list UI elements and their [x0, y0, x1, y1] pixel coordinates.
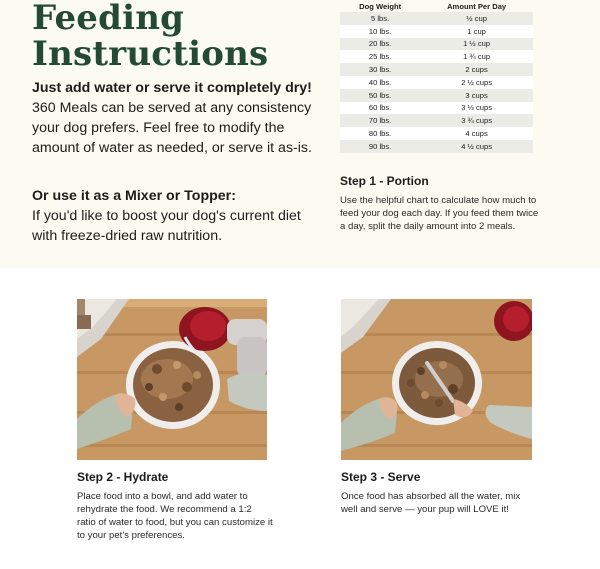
amount-cell: 4 ½ cups [461, 141, 493, 151]
amount-cell: 1 ½ cup [463, 39, 491, 49]
weight-cell: 80 lbs. [368, 129, 392, 139]
intro-heading: Just add water or serve it completely dry! [32, 80, 312, 96]
weight-cell: 50 lbs. [368, 90, 392, 100]
weight-cell: 40 lbs. [368, 77, 392, 87]
title-line-2: Instructions [32, 34, 269, 74]
amount-cell: 1 ¾ cup [463, 52, 491, 62]
table-row [340, 127, 533, 140]
table-row [340, 63, 533, 76]
weight-cell: 25 lbs. [368, 52, 392, 62]
table-row [340, 38, 533, 51]
step-2-title: Step 2 - Hydrate [77, 470, 169, 484]
column-header-weight: Dog Weight [359, 1, 402, 11]
step-3-body: Once food has absorbed all the water, mix well and serve — your pup will LOVE it! [341, 491, 521, 515]
table-row [340, 114, 533, 127]
table-row [340, 12, 533, 25]
weight-cell: 10 lbs. [368, 26, 392, 36]
amount-cell: 2 cups [465, 65, 488, 75]
intro-body: 360 Meals can be served at any consistency your dog prefers. Feel free to modify the amount of water as needed, or serve it as-is. [32, 100, 312, 156]
weight-cell: 90 lbs. [368, 141, 392, 151]
hydrate-photo-illustration [77, 299, 267, 460]
serve-photo [341, 299, 532, 460]
mixer-body: If you'd like to boost your dog's current diet with freeze-dried raw nutrition. [32, 208, 301, 244]
weight-cell: 20 lbs. [368, 39, 392, 49]
step-1-title: Step 1 - Portion [340, 174, 429, 188]
step-3-title: Step 3 - Serve [341, 470, 421, 484]
amount-cell: ½ cup [466, 13, 487, 23]
hydrate-photo [77, 299, 267, 460]
feeding-chart-table [340, 0, 533, 153]
weight-cell: 30 lbs. [368, 65, 392, 75]
step-1-body: Use the helpful chart to calculate how much to feed your dog each day. If you feed them twice a day, split the daily amount into 2 meals. [340, 195, 539, 232]
column-header-amount: Amount Per Day [447, 1, 507, 11]
weight-cell: 70 lbs. [368, 116, 392, 126]
weight-cell: 5 lbs. [371, 13, 390, 23]
amount-cell: 3 ¾ cups [461, 116, 493, 126]
table-row [340, 50, 533, 63]
mixer-heading: Or use it as a Mixer or Topper: [32, 188, 236, 204]
table-row [340, 89, 533, 102]
amount-cell: 1 cup [467, 26, 486, 36]
title-line-1: Feeding [32, 0, 185, 38]
page-title [32, 0, 268, 72]
amount-cell: 3 cups [465, 90, 488, 100]
intro-section [32, 78, 322, 158]
amount-cell: 4 cups [465, 129, 488, 139]
serve-photo-illustration [341, 299, 532, 460]
table-row [340, 140, 533, 153]
amount-cell: 2 ½ cups [461, 77, 493, 87]
table-row [340, 76, 533, 89]
mixer-section [32, 186, 322, 246]
table-row [340, 102, 533, 115]
table-header-row [340, 0, 533, 12]
step-2-body: Place food into a bowl, and add water to rehydrate the food. We recommend a 1:2 ratio of water to food, but you can customize it to your pet's preferences. [77, 491, 273, 541]
table-row [340, 25, 533, 38]
weight-cell: 60 lbs. [368, 103, 392, 113]
amount-cell: 3 ⅓ cups [461, 103, 493, 113]
